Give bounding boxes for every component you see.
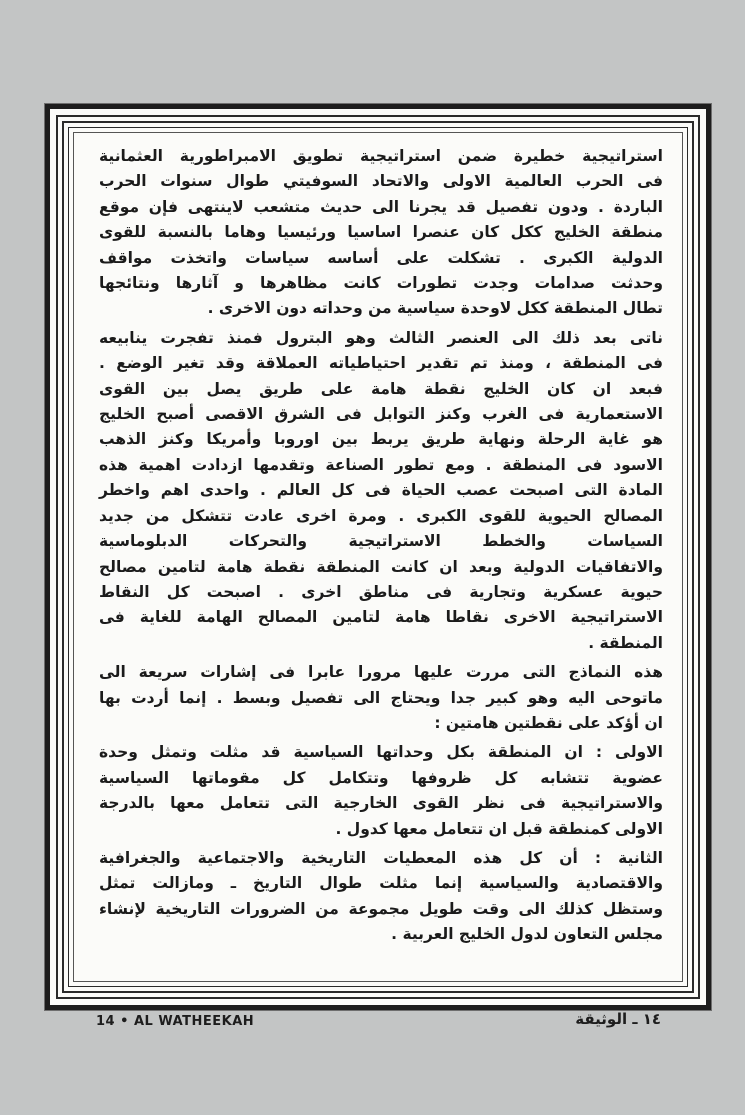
text-line: الثانية : أن كل هذه المعطيات التاريخية والاجتماعية والجغرافية: [99, 848, 663, 867]
text-line: استراتيجية خطيرة ضمن استراتيجية تطويق الامبراطورية العثمانية: [99, 147, 663, 165]
text-line: والاستراتيجية فى نظر القوى الخارجية التى تتعامل معها بالدرجة: [99, 794, 663, 813]
text-line: وستظل كذلك الى وقت طويل مجموعة من الضرورات التاريخية لإنشاء: [99, 899, 663, 918]
text-line: ناتى بعد ذلك الى العنصر الثالث وهو البترول فمنذ تفجرت ينابيعه: [99, 328, 663, 347]
footer-page-label-latin: 14 • AL WATHEEKAH: [96, 1014, 255, 1029]
text-line: المصالح الحيوية للقوى الكبرى . ومرة اخرى عادت تتشكل من جديد: [99, 506, 663, 525]
text-line: المادة التى اصبحت عصب الحياة فى كل العالم . واحدى اهم واخطر: [99, 481, 663, 500]
text-line: والاتفاقيات الدولية وبعد ان كانت المنطقة نقطة هامة لتامين مصالح: [99, 557, 663, 576]
text-line: منطقة الخليج ككل كان عنصرا اساسيا ورئيسيا وهاما بالنسبة للقوى: [99, 223, 663, 242]
text-line: ان أؤكد على نقطتين هامتين :: [434, 713, 663, 732]
text-line: الاستعمارية فى الغرب وكنز التوابل فى الشرق الاقصى أصبح الخليج: [99, 405, 663, 424]
text-line: تطال المنطقة ككل لاوحدة سياسية من وحداته دون الاخرى .: [207, 299, 663, 318]
footer-page-label-arabic: ١٤ ـ الوثيقة: [575, 1010, 661, 1028]
text-line: الاولى كمنطقة قبل ان تتعامل معها كدول .: [335, 819, 663, 838]
text-line: المنطقة .: [588, 633, 663, 652]
text-line: والاقتصادية والسياسية إنما مثلت طوال التاريخ ـ ومازالت تمثل: [99, 874, 663, 893]
text-line: عضوية تتشابه كل ظروفها وتتكامل كل مقوماتها السياسية: [99, 768, 663, 787]
text-line: هو غاية الرحلة ونهاية طريق يربط بين اوروبا وأمريكا وكنز الذهب: [99, 430, 663, 449]
paragraph: [99, 846, 663, 948]
text-line: ماتوحى اليه وهو كبير جدا ويحتاج الى تفصيل وبسط . إنما أردت بها: [99, 688, 663, 707]
text-line: الاسود فى المنطقة . ومع تطور الصناعة وتقدمها ازدادت اهمية هذه: [99, 455, 663, 474]
paragraph: [99, 740, 663, 842]
text-line: فبعد ان كان الخليج نقطة هامة على طريق يصل بين القوى: [99, 379, 663, 398]
text-line: الباردة . ودون تفصيل قد يجرنا الى حديث متشعب لاينتهى فإن موقع: [99, 197, 663, 216]
text-line: السياسات والخطط الاستراتيجية والتحركات الدبلوماسية: [99, 532, 663, 551]
text-line: الاستراتيجية الاخرى نقاطا هامة لتامين المصالح الهامة للغاية فى: [99, 608, 663, 627]
paragraph: [99, 326, 663, 656]
article-body: [99, 144, 663, 948]
text-line: فى الحرب العالمية الاولى والاتحاد السوفيتي طوال سنوات الحرب: [99, 172, 663, 191]
text-line: فى المنطقة ، ومنذ تم تقدير احتياطياته العملاقة وقد تغير الوضع .: [99, 354, 663, 373]
text-line: الدولية الكبرى . تشكلت على أساسه سياسات واتخذت مواقف: [99, 248, 663, 267]
paragraph: [99, 144, 663, 322]
paragraph: [99, 660, 663, 736]
text-line: هذه النماذج التى مررت عليها مرورا عابرا فى إشارات سريعة الى: [99, 663, 663, 682]
text-line: وحدثت صدامات وجدت تطورات كانت مظاهرها و آثارها ونتائجها: [99, 274, 663, 293]
text-line: حيوية عسكرية وتجارية فى مناطق اخرى . اصبحت كل النقاط: [99, 582, 663, 601]
text-line: مجلس التعاون لدول الخليج العربية .: [391, 925, 663, 944]
text-line: الاولى : ان المنطقة بكل وحداتها السياسية قد مثلت وتمثل وحدة: [99, 743, 663, 762]
